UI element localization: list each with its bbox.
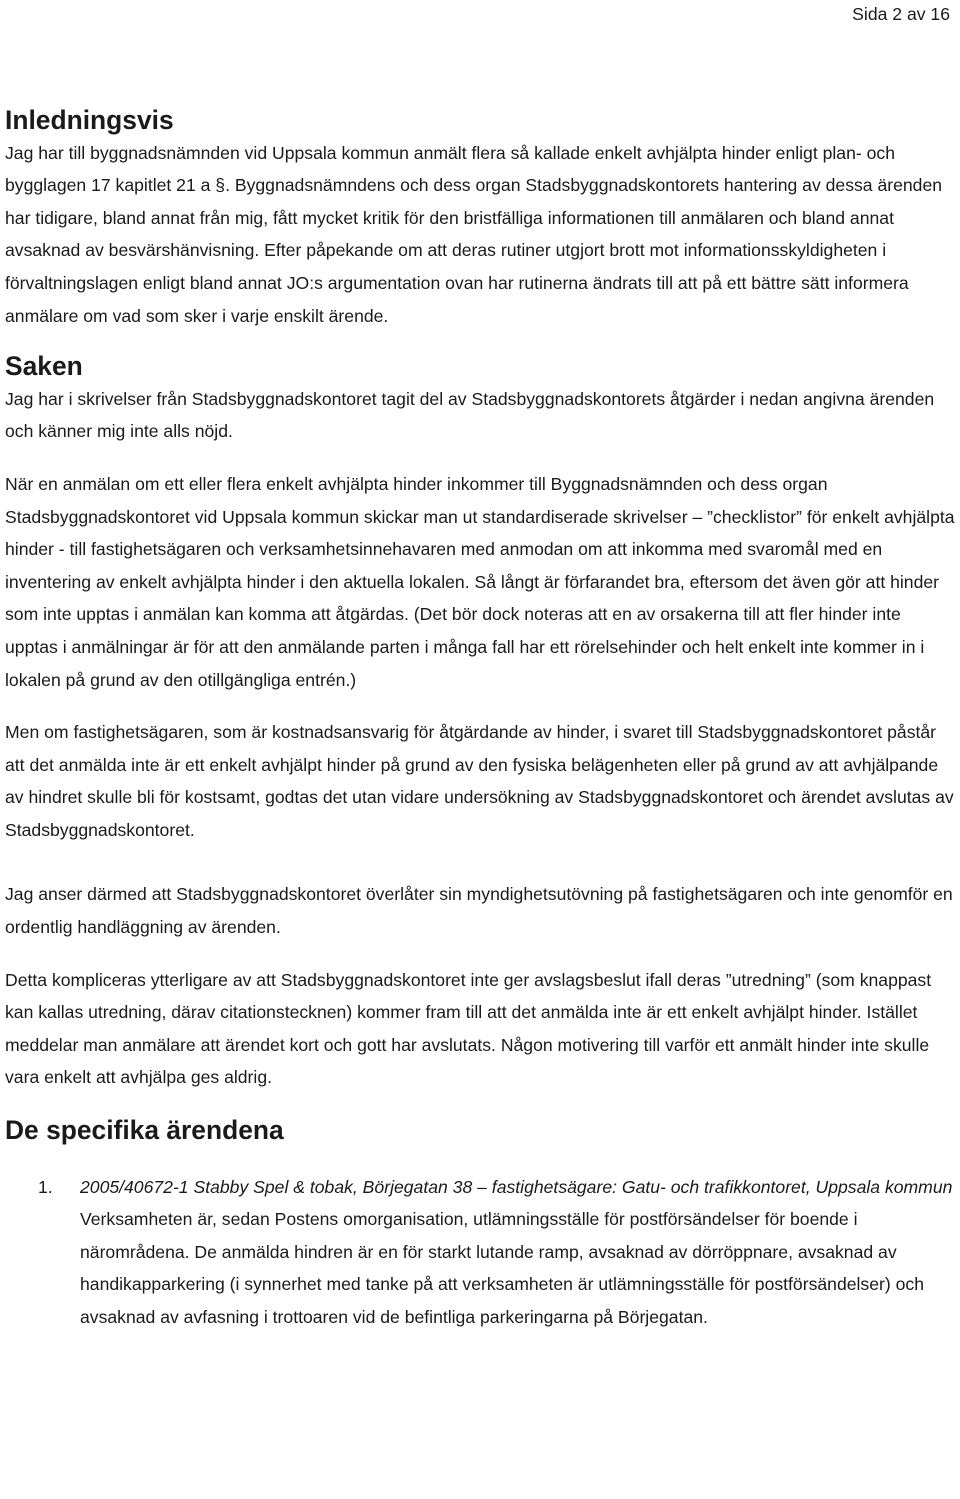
section-heading-saken: Saken	[5, 351, 83, 382]
saken-paragraph-5: Detta kompliceras ytterligare av att Stadsbyggnadskontoret inte ger avslagsbeslut ifall deras ”utredning” (som knappast kan kallas utredning, därav citationstecknen) kommer fram till att det anmälda inte är ett enkelt avhjälpt hinder. Istället meddelar man anmälare att ärendet kort och gott har avslutats. Någon motivering till varför ett anmält hinder inte skulle vara enkelt att avhjälpa ges aldrig.	[5, 969, 932, 1088]
list-item-number: 1.	[38, 1176, 53, 1197]
saken-paragraph-2: När en anmälan om ett eller flera enkelt avhjälpta hinder inkommer till Byggnadsnämnden och dess organ Stadsbyggnadskontoret vid Uppsala kommun skickar man ut standardiserade skrivelser – ”checklistor” för enkelt avhjälpta hinder - till fastighetsägaren och verksamhetsinnehavaren med anmodan om att inkomma med svaromål med en inventering av enkelt avhjälpta hinder i den aktuella lokalen. Så långt är förfarandet bra, eftersom det även gör att hinder som inte upptas i anmälan kan komma att åtgärdas. (Det bör dock noteras att en av orsakerna till att fler hinder inte upptas i anmälningar är för att den anmälande parten i många fall har ett rörelsehinder och helt enkelt inte kommer in i lokalen på grund av den otillgängliga entrén.)	[5, 473, 955, 690]
intro-paragraph: Jag har till byggnadsnämnden vid Uppsala kommun anmält flera så kallade enkelt avhjälpta hinder enligt plan- och bygglagen 17 kapitlet 21 a §. Byggnadsnämndens och dess organ Stadsbyggnadskontorets hantering av dessa ärenden har tidigare, bland annat från mig, fått mycket kritik för den bristfälliga informationen till anmälaren och bland annat avsaknad av besvärshänvisning. Efter påpekande om att deras rutiner utgjort brott mot informationsskyldigheten i förvaltningslagen enligt bland annat JO:s argumentation ovan har rutinerna ändrats till att på ett bättre sätt informera anmälare om vad som sker i varje enskilt ärende.	[5, 142, 943, 326]
page-number: Sida 2 av 16	[852, 4, 950, 24]
case-list	[5, 1171, 957, 1334]
list-item	[5, 1171, 957, 1334]
section-heading-intro: Inledningsvis	[5, 105, 174, 135]
saken-paragraph-1: Jag har i skrivelser från Stadsbyggnadskontoret tagit del av Stadsbyggnadskontorets åtgärder i nedan angivna ärenden och känner mig inte alls nöjd.	[5, 388, 935, 442]
saken-paragraph-3: Men om fastighetsägaren, som är kostnadsansvarig för åtgärdande av hinder, i svaret till Stadsbyggnadskontoret påstår att det anmälda inte är ett enkelt avhjälpt hinder på grund av den fysiska belägenheten eller på grund av att avhjälpande av hindret skulle bli för kostsamt, godtas det utan vidare undersökning av Stadsbyggnadskontoret och ärendet avslutas av Stadsbyggnadskontoret.	[5, 722, 954, 840]
saken-paragraph-4: Jag anser därmed att Stadsbyggnadskontoret överlåter sin myndighetsutövning på fastighetsägaren och inte genomför en ordentlig handläggning av ärenden.	[5, 884, 953, 938]
document-body	[5, 104, 957, 1334]
list-item-title: 2005/40672-1 Stabby Spel & tobak, Börjegatan 38 – fastighetsägare: Gatu- och trafikkontoret, Uppsala kommun	[80, 1176, 953, 1197]
section-heading-specifika: De specifika ärendena	[5, 1115, 284, 1146]
list-item-body: Verksamheten är, sedan Postens omorganisation, utlämningsställe för postförsändelser för boende i närområdena. De anmälda hindren är en för starkt lutande ramp, avsaknad av dörröppnare, avsaknad av handikapparkering (i synnerhet med tanke på att verksamheten är utlämningsställe för postförsändelser) och avsaknad av avfasning i trottoaren vid de befintliga parkeringarna på Börjegatan.	[80, 1209, 924, 1327]
